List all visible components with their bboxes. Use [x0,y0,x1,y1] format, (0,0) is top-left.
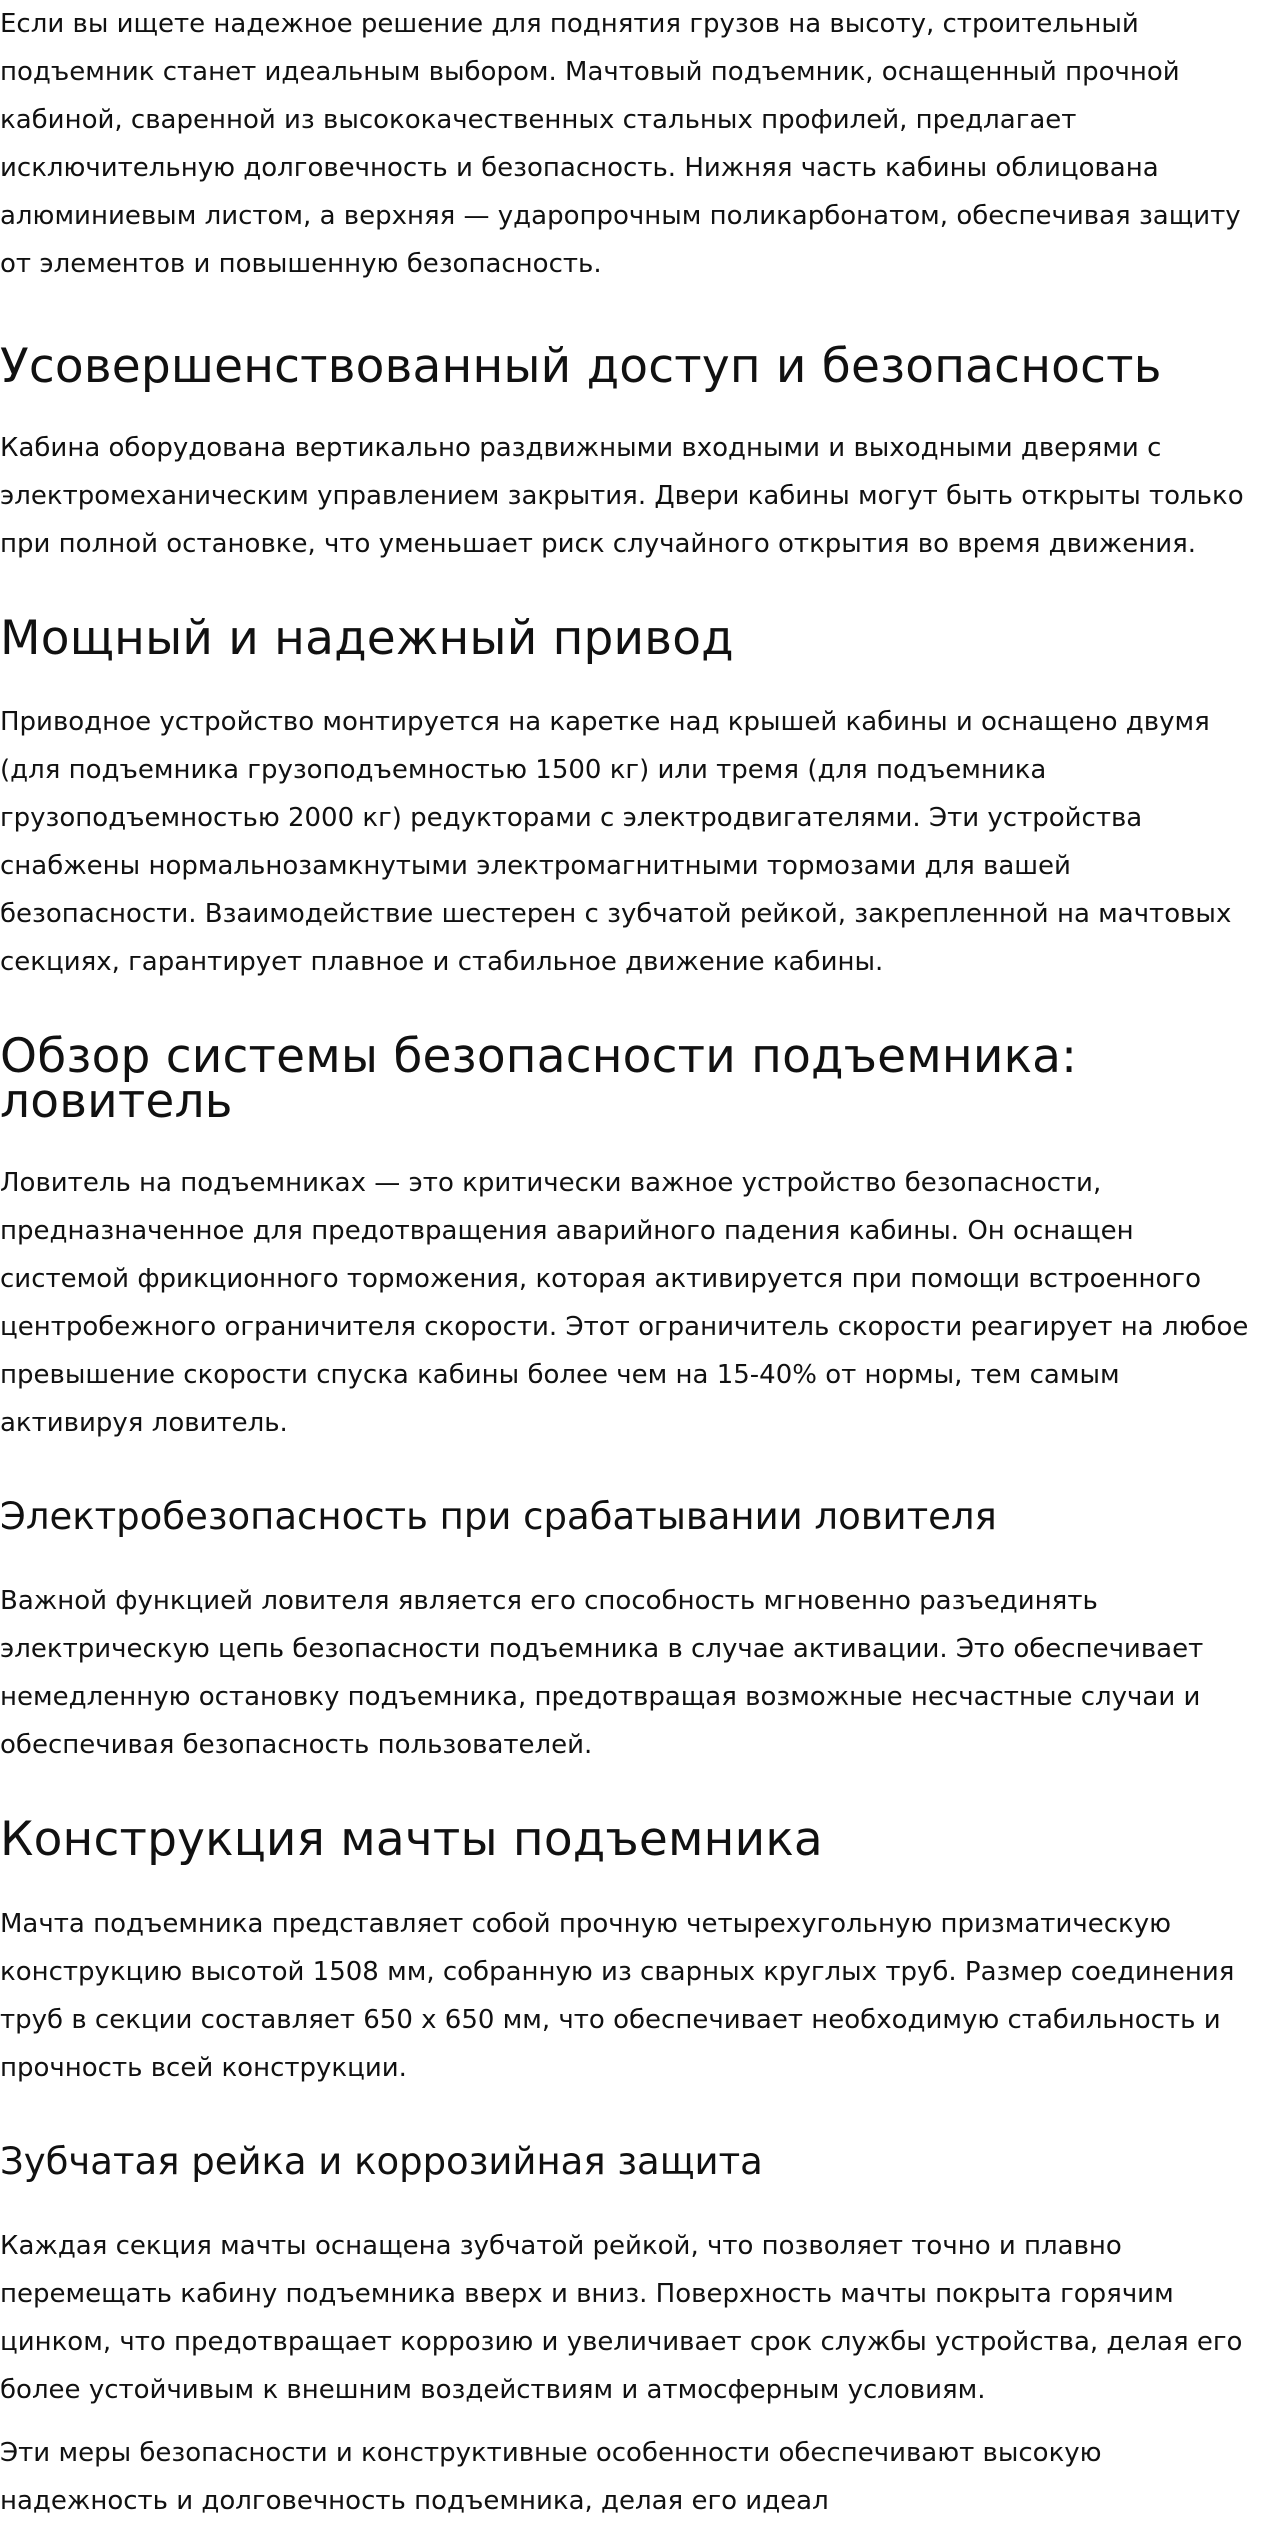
heading-mast: Конструкция мачты подъемника [0,1812,823,1867]
subheading-rack-corrosion: Зубчатая рейка и коррозийная защита [0,2140,763,2183]
paragraph-catcher: Ловитель на подъемниках — это критически важное устройство безопасности, предназначенное для предотвращения аварийного падения кабины. Он оснащен системой фрикционного торможения, которая активируется при помощи встроенного центробежного ограничителя скорости. Этот ограничитель скорости реагирует на любое превышение скорости спуска кабины более чем на 15-40% от нормы, тем самым активируя ловитель. [0,1168,1249,1438]
heading-drive: Мощный и надежный привод [0,611,734,666]
paragraph-mast: Мачта подъемника представляет собой прочную четырехугольную призматическую конструкцию высотой 1508 мм, собранную из сварных круглых труб. Размер соединения труб в секции составляет 650 x 650 мм, что обеспечивает необходимую стабильность и прочность всей конструкции. [0,1909,1235,2083]
paragraph-rack-corrosion: Каждая секция мачты оснащена зубчатой рейкой, что позволяет точно и плавно перемещать кабину подъемника вверх и вниз. Поверхность мачты покрыта горячим цинком, что предотвращает коррозию и увеличивает срок службы устройства, делая его более устойчивым к внешним воздействиям и атмосферным условиям. [0,2231,1243,2405]
subheading-electrical-safety: Электробезопасность при срабатывании ловителя [0,1495,997,1538]
final-paragraph: Эти меры безопасности и конструктивные особенности обеспечивают высокую надежность и долговечность подъемника, делая его идеал [0,2438,1102,2516]
paragraph-access-safety: Кабина оборудована вертикально раздвижными входными и выходными дверями с электромеханическим управлением закрытия. Двери кабины могут быть открыты только при полной остановке, что уменьшает риск случайного открытия во время движения. [0,433,1244,559]
paragraph-drive: Приводное устройство монтируется на каретке над крышей кабины и оснащено двумя (для подъемника грузоподъемностью 1500 кг) или тремя (для подъемника грузоподъемностью 2000 кг) редукторами с электродвигателями. Эти устройства снабжены нормальнозамкнутыми электромагнитными тормозами для вашей безопасности. Взаимодействие шестерен с зубчатой рейкой, закрепленной на мачтовых секциях, гарантирует плавное и стабильное движение кабины. [0,707,1232,977]
heading-access-safety: Усовершенствованный доступ и безопасность [0,339,1162,394]
intro-paragraph: Если вы ищете надежное решение для поднятия грузов на высоту, строительный подъемник станет идеальным выбором. Мачтовый подъемник, оснащенный прочной кабиной, сваренной из высококачественных стальных профилей, предлагает исключительную долговечность и безопасность. Нижняя часть кабины облицована алюминиевым листом, а верхняя — ударопрочным поликарбонатом, обеспечивая защиту от элементов и повышенную безопасность. [0,9,1241,279]
heading-catcher: Обзор системы безопасности подъемника: ловитель [0,1029,1078,1129]
paragraph-electrical-safety: Важной функцией ловителя является его способность мгновенно разъединять электрическую цепь безопасности подъемника в случае активации. Это обеспечивает немедленную остановку подъемника, предотвращая возможные несчастные случаи и обеспечивая безопасность пользователей. [0,1586,1204,1760]
